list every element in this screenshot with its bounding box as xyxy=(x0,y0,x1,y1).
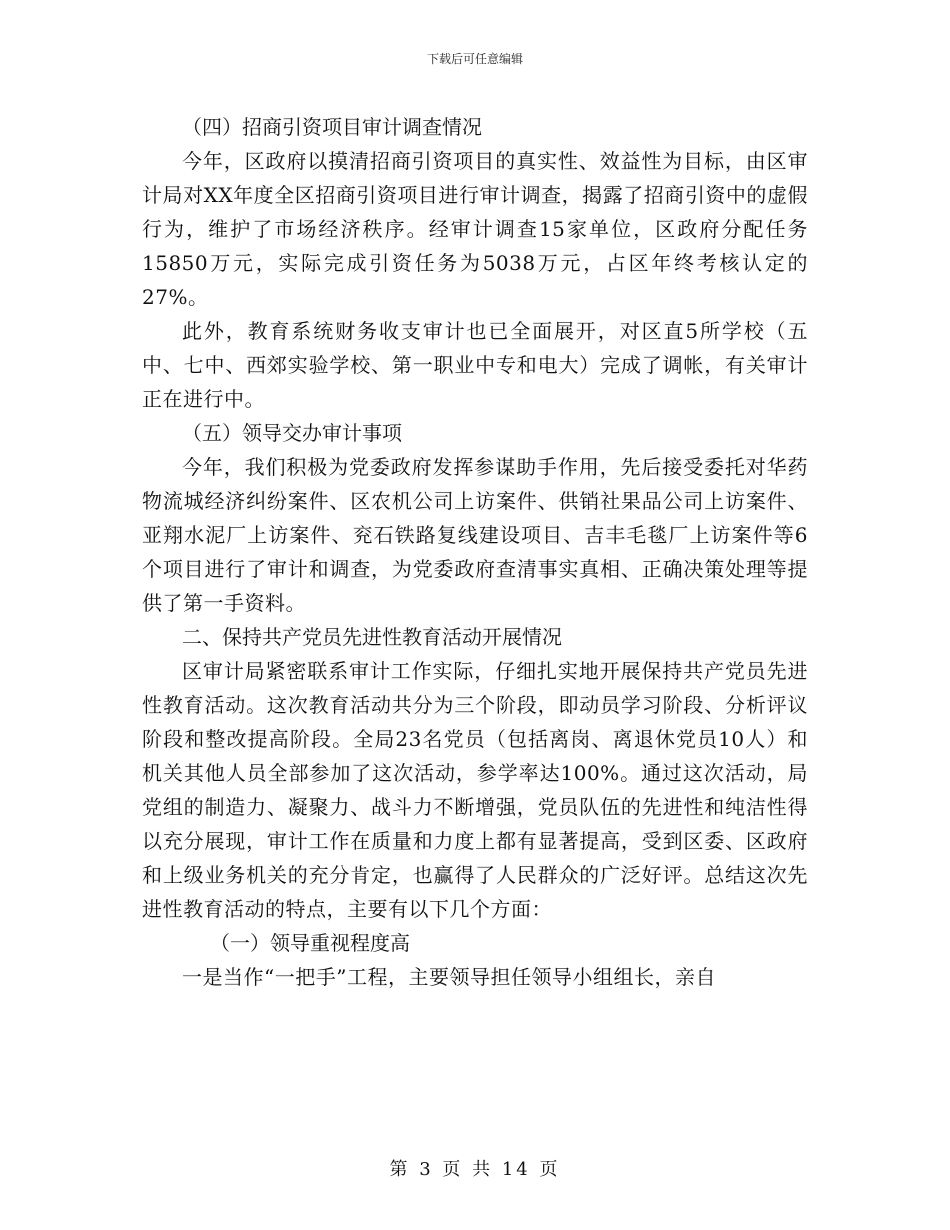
paragraph-investment-audit: 今年，区政府以摸清招商引资项目的真实性、效益性为目标，由区审计局对XX年度全区招商引资项目进行审计调查，揭露了招商引资中的虚假行为，维护了市场经济秩序。经审计调查15家单位，区政府分配任务15850万元，实际完成引资任务为5038万元，占区年终考核认定的27%。 xyxy=(142,149,808,309)
page-header: 下载后可任意编辑 xyxy=(426,52,523,66)
page-footer: 第 3 页 共 14 页 xyxy=(389,1159,561,1180)
section-heading-4: （四）招商引资项目审计调查情况 xyxy=(182,115,482,139)
paragraph-assigned-audits: 今年，我们积极为党委政府发挥参谋助手作用，先后接受委托对华药物流城经济纠纷案件、区农机公司上访案件、供销社果品公司上访案件、亚翔水泥厂上访案件、兖石铁路复线建设项目、吉丰毛毯厂上访案件等6个项目进行了审计和调查，为党委政府查清事实真相、正确决策处理等提供了第一手资料。 xyxy=(142,455,808,615)
document-body xyxy=(142,110,808,994)
section-heading-2: 二、保持共产党员先进性教育活动开展情况 xyxy=(182,625,562,649)
paragraph-education-activity: 区审计局紧密联系审计工作实际，仔细扎实地开展保持共产党员先进性教育活动。这次教育活动共分为三个阶段，即动员学习阶段、分析评议阶段和整改提高阶段。全局23名党员（包括离岗、离退休党员10人）和机关其他人员全部参加了这次活动，参学率达100%。通过这次活动，局党组的制造力、凝聚力、战斗力不断增强，党员队伍的先进性和纯洁性得以充分展现，审计工作在质量和力度上都有显著提高，受到区委、区政府和上级业务机关的充分肯定，也赢得了人民群众的广泛好评。总结这次先进性教育活动的特点，主要有以下几个方面： xyxy=(142,659,808,921)
paragraph-leadership: 一是当作“一把手”工程，主要领导担任领导小组组长，亲自 xyxy=(182,965,716,989)
section-heading-1: （一）领导重视程度高 xyxy=(210,931,410,955)
section-heading-5: （五）领导交办审计事项 xyxy=(182,421,402,445)
paragraph-education-audit: 此外，教育系统财务收支审计也已全面展开，对区直5所学校（五中、七中、西郊实验学校、第一职业中专和电大）完成了调帐，有关审计正在进行中。 xyxy=(142,319,808,411)
